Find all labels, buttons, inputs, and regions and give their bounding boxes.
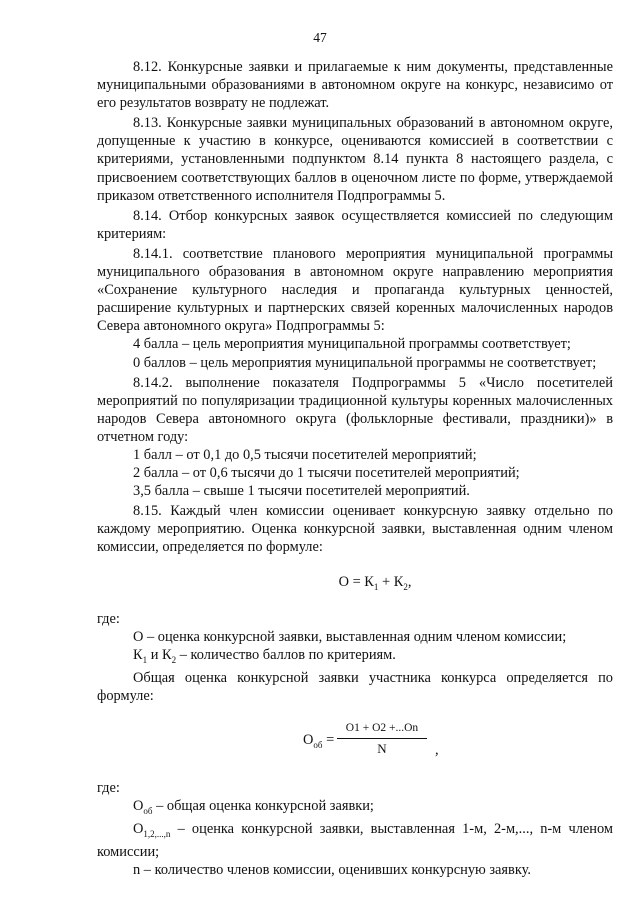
- paragraph-8-12: 8.12. Конкурсные заявки и прилагаемые к ним документы, представленные муниципальными образованиями в автономном округе на конкурс, независимо от его результатов возврату не подлежат.: [97, 59, 613, 112]
- formula-total-score: $О_{об}$ = О1 + О2 +...Оn N ,: [97, 719, 613, 765]
- definition-n: n – количество членов комиссии, оценивших конкурсную заявку.: [133, 861, 531, 878]
- paragraph-8-14-2: 8.14.2. выполнение показателя Подпрограммы 5 «Число посетителей мероприятий по популяризации традиционной культуры коренных малочисленных народов Севера автономного округа (фольклорные фестивали, праздники)» в отчетном году:: [97, 374, 613, 445]
- fraction: [337, 719, 427, 758]
- paragraph-8-13: 8.13. Конкурсные заявки муниципальных образований в автономном округе, допущенные к участию в конкурсе, оцениваются комиссией в соответствии с критериями, установленными подпунктом 8.14 пункта 8 настоящего раздела, с присвоением соответствующих баллов в оценочном листе по форме, утверждаемой приказом ответственного исполнителя Подпрограммы 5.: [97, 115, 613, 204]
- formula-single-score: $О = К_1 + К_2$,: [338, 573, 412, 592]
- where-label-1: где:: [97, 610, 120, 627]
- fraction-numerator: О1 + О2 +...Оn: [337, 719, 427, 739]
- page-number: 47: [313, 30, 327, 45]
- document-body: [97, 58, 613, 879]
- paragraph-8-14: 8.14. Отбор конкурсных заявок осуществляется комиссией по следующим критериям:: [97, 207, 613, 242]
- criterion-0-points: 0 баллов – цель мероприятия муниципальной программы не соответствует;: [133, 354, 597, 371]
- definition-k: $К_1$ и $К_2$ – количество баллов по критериям.: [133, 646, 396, 665]
- criterion-1-point: 1 балл – от 0,1 до 0,5 тысячи посетителей мероприятий;: [133, 446, 477, 463]
- paragraph-total-score: Общая оценка конкурсной заявки участника конкурса определяется по формуле:: [97, 669, 613, 704]
- definition-o-members: $О_{1,2,...,n}$ – оценка конкурсной заявки, выставленная 1-м, 2-м,..., n-м членом комиссии;: [97, 820, 613, 860]
- paragraph-8-15: 8.15. Каждый член комиссии оценивает конкурсную заявку отдельно по каждому мероприятию. Оценка конкурсной заявки, выставленная одним членом комиссии, определяется по формуле:: [97, 503, 613, 556]
- fraction-denominator: N: [377, 740, 387, 756]
- criterion-2-points: 2 балла – от 0,6 тысячи до 1 тысячи посетителей мероприятий;: [133, 465, 520, 482]
- definition-o: О – оценка конкурсной заявки, выставленная одним членом комиссии;: [133, 628, 567, 645]
- definition-o-ob: $О_{об}$ – общая оценка конкурсной заявки;: [133, 797, 374, 816]
- criterion-3-5-points: 3,5 балла – свыше 1 тысячи посетителей мероприятий.: [133, 483, 470, 500]
- criterion-4-points: 4 балла – цель мероприятия муниципальной программы соответствует;: [133, 336, 571, 353]
- where-label-2: где:: [97, 779, 120, 796]
- paragraph-8-14-1: 8.14.1. соответствие планового мероприятия муниципальной программы муниципального образования в автономном округе направлению мероприятия «Сохранение культурного наследия и пропаганда культурных ценностей, расширение культурных и партнерских связей коренных малочисленных народов Севера автономного округа» Подпрограммы 5:: [97, 245, 613, 335]
